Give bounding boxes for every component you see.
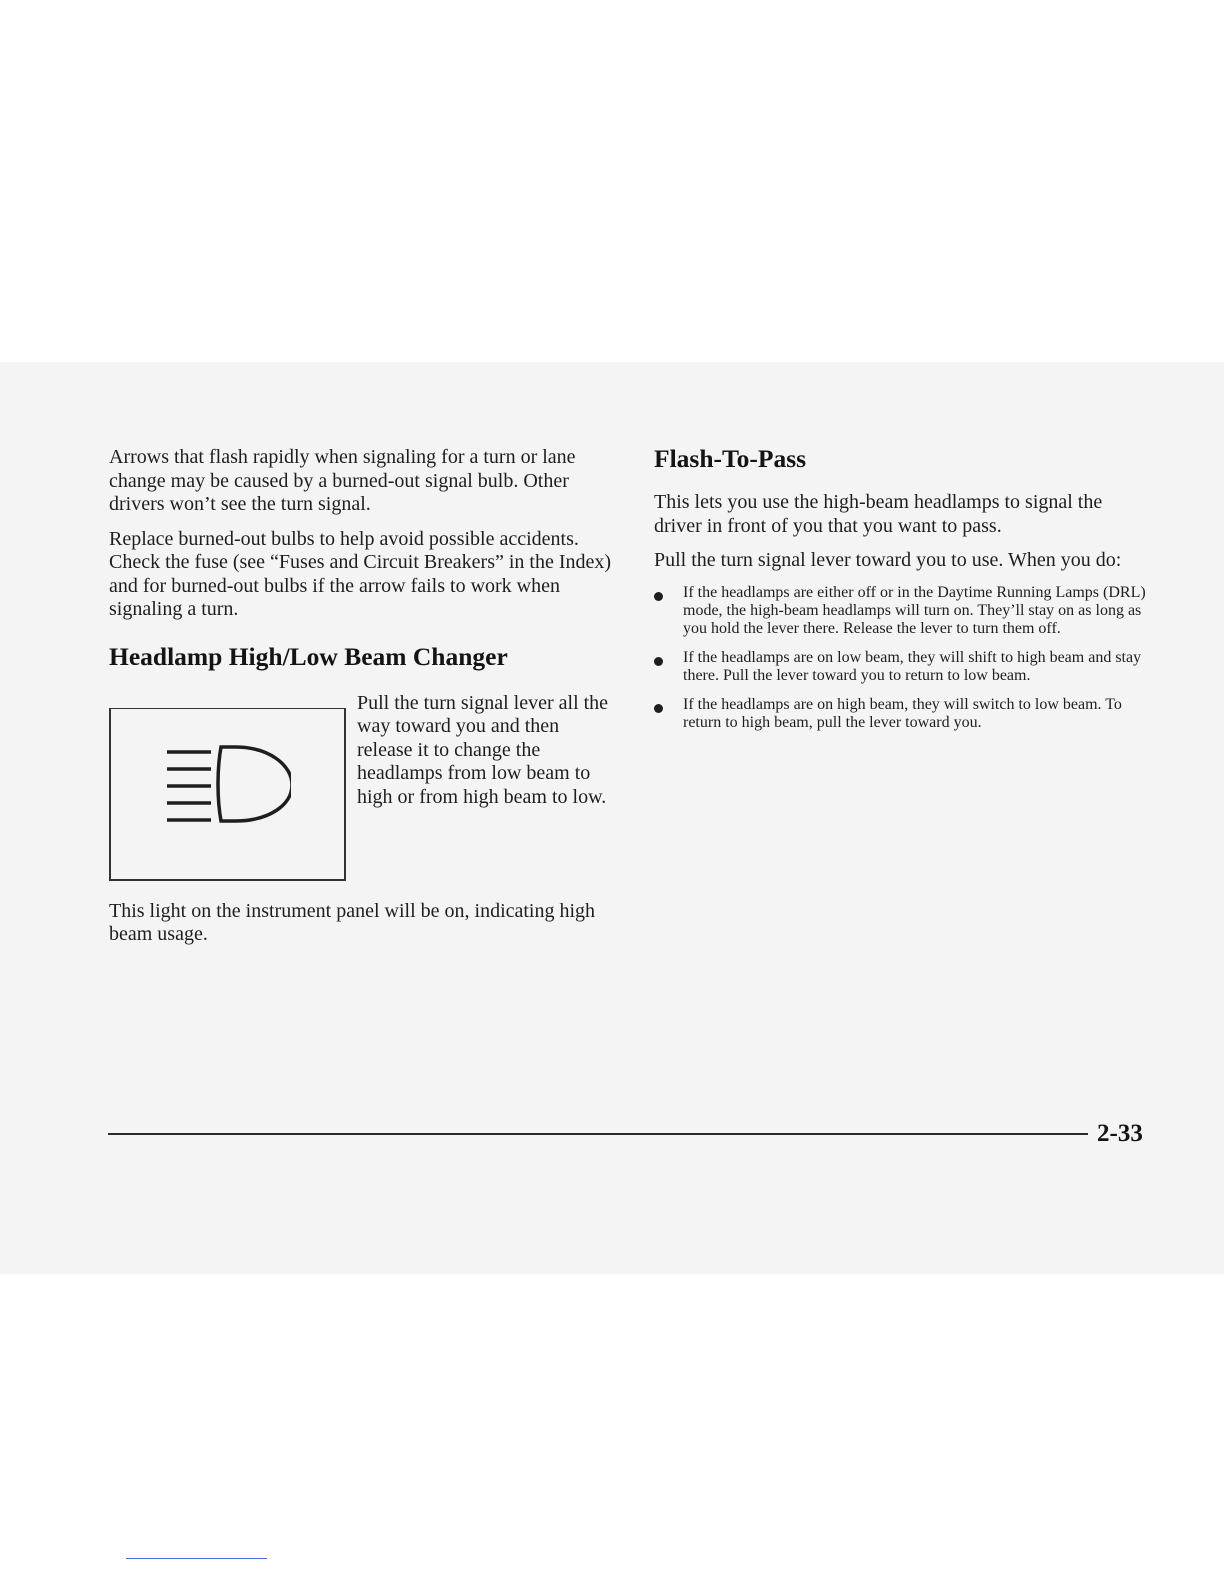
turn-signal-paragraph: Arrows that flash rapidly when signaling for a turn or lane change may be caused by a burned-out signal bulb. Other drivers won’t see the turn signal. xyxy=(109,446,576,515)
replace-bulbs-paragraph: Replace burned-out bulbs to help avoid possible accidents. Check the fuse (see “Fuses and Circuit Breakers” in the Index) and for burned-out bulbs if the arrow fails to work when signaling a turn. xyxy=(109,527,612,620)
bullet-icon xyxy=(654,704,663,713)
indicator-light-paragraph: This light on the instrument panel will be on, indicating high beam usage. xyxy=(109,899,596,945)
bullet-icon xyxy=(654,657,663,666)
beam-changer-instructions: Pull the turn signal lever all the way toward you and then release it to change the headlamps from low beam to high or from high beam to low. xyxy=(357,691,609,808)
bullet-icon xyxy=(654,592,663,601)
flash-to-pass-heading: Flash-To-Pass xyxy=(654,444,807,473)
flash-to-pass-list xyxy=(654,584,1154,732)
left-column xyxy=(109,446,614,947)
list-item-text: If the headlamps are on high beam, they will switch to low beam. To return to high beam, pull the lever toward you. xyxy=(683,695,1122,731)
flash-to-pass-intro: This lets you use the high-beam headlamps to signal the driver in front of you that you want to pass. xyxy=(654,491,1103,537)
beam-changer-figure xyxy=(109,692,614,870)
list-item-text: If the headlamps are on low beam, they will shift to high beam and stay there. Pull the lever toward you to return to low beam. xyxy=(683,648,1142,684)
page-number: 2-33 xyxy=(1097,1120,1143,1147)
list-item-text: If the headlamps are either off or in the Daytime Running Lamps (DRL) mode, the high-beam headlamps will turn on. They’ll stay on as long as you hold the lever there. Release the lever to turn them off. xyxy=(683,583,1146,637)
list-item xyxy=(654,649,1154,685)
list-item xyxy=(654,696,1154,732)
high-beam-indicator-box xyxy=(109,708,346,881)
high-beam-indicator-icon xyxy=(165,741,291,827)
headlamp-beam-changer-heading: Headlamp High/Low Beam Changer xyxy=(109,641,508,671)
flash-to-pass-usage: Pull the turn signal lever toward you to use. When you do: xyxy=(654,549,1122,571)
list-item xyxy=(654,584,1154,638)
right-column xyxy=(654,444,1154,743)
footer-rule xyxy=(108,1133,1088,1135)
bottom-link-underline xyxy=(126,1558,267,1559)
